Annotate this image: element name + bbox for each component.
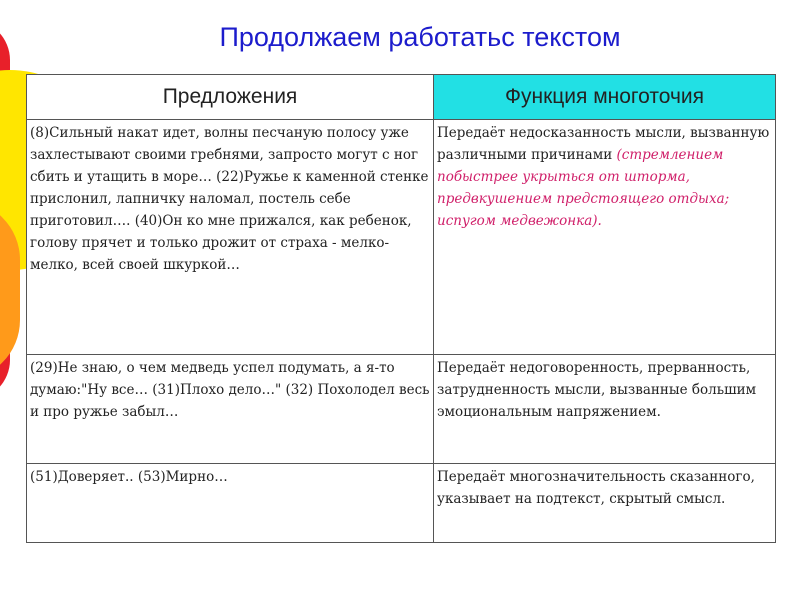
function-note: (стремлением побыстрее укрыться от шторма, предвкушением предстоящего отдыха; испугом медвежонка). — [437, 147, 730, 229]
table-row — [27, 464, 776, 543]
table-row — [27, 355, 776, 464]
page-title: Продолжаем работатьс текстом — [219, 22, 621, 52]
sentences-cell: (51)Доверяет.. (53)Мирно… — [27, 464, 434, 543]
header-sentences: Предложения — [27, 75, 434, 120]
sentences-cell: (8)Сильный накат идет, волны песчаную полосу уже захлестывают своими гребнями, запросто могут с ног сбить и утащить в море… (22)Ружье к каменной стенке прислонил, лапничку наломал, постель себе приготовил…. (40)Он ко мне прижался, как ребенок, голову прячет и только дрожит от страха - мелко-мелко, всей своей шкуркой… — [27, 120, 434, 355]
function-cell: Передаёт многозначительность сказанного, указывает на подтекст, скрытый смысл. — [434, 464, 776, 543]
function-cell — [434, 120, 776, 355]
header-function: Функция многоточия — [434, 75, 776, 120]
function-text: Передаёт недосказанность мысли, вызванную различными причинами — [437, 125, 770, 163]
table-header-row — [27, 75, 776, 120]
function-cell: Передаёт недоговоренность, прерванность, затрудненность мысли, вызванные большим эмоциональным напряжением. — [434, 355, 776, 464]
analysis-table — [26, 74, 776, 543]
sentences-cell: (29)Не знаю, о чем медведь успел подумать, а я-то думаю:"Ну все… (31)Плохо дело…" (32) Похолодел весь и про ружье забыл… — [27, 355, 434, 464]
table-row — [27, 120, 776, 355]
